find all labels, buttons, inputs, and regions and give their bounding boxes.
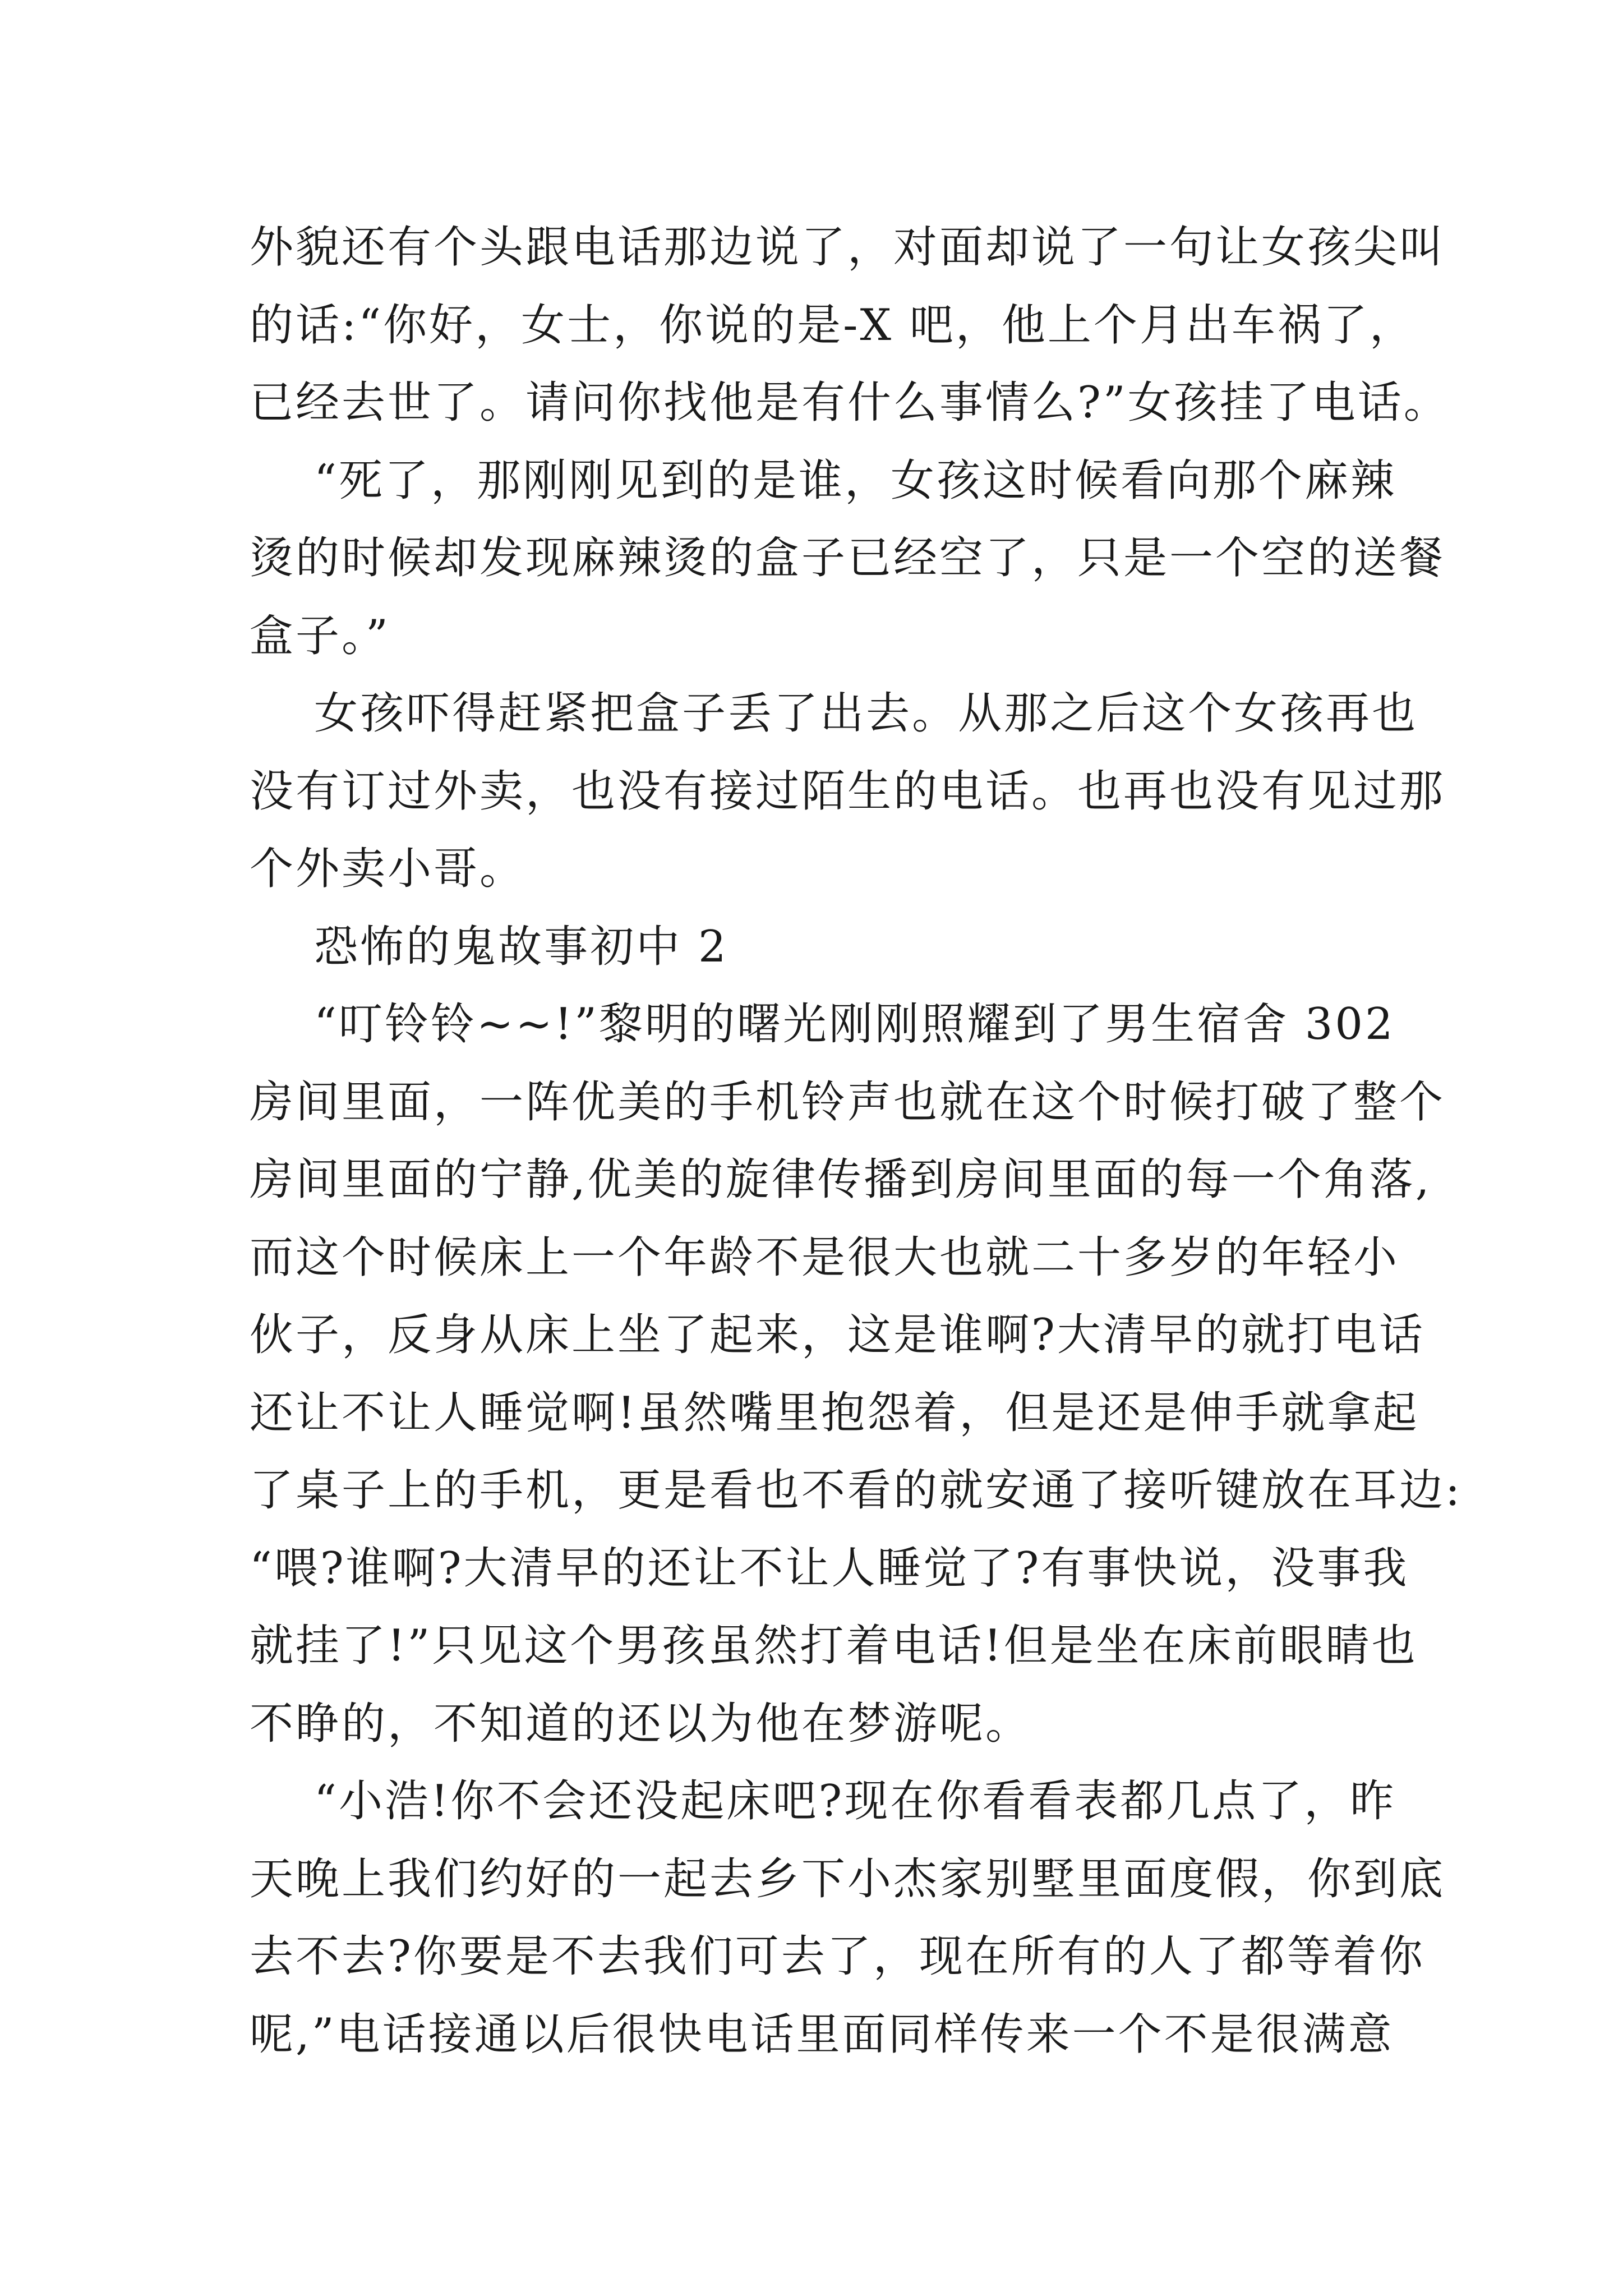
text-line: 房间里面的宁静,优美的旋律传播到房间里面的每一个角落, — [250, 1154, 1432, 1205]
text-line: 盒子。” — [250, 610, 390, 661]
text-line: 天晚上我们约好的一起去乡下小杰家别墅里面度假，你到底 — [250, 1853, 1446, 1904]
text-line: 呢,”电话接通以后很快电话里面同样传来一个不是很满意 — [250, 2009, 1394, 2060]
text-line: “叮铃铃~~!”黎明的曙光刚刚照耀到了男生宿舍 302 — [250, 999, 1395, 1050]
text-line: 外貌还有个头跟电话那边说了，对面却说了一句让女孩尖叫 — [250, 222, 1446, 273]
text-line: 就挂了!”只见这个男孩虽然打着电话!但是坐在床前眼睛也 — [250, 1621, 1418, 1671]
text-line: “小浩!你不会还没起床吧?现在你看看表都几点了，昨 — [250, 1776, 1396, 1826]
section-heading: 恐怖的鬼故事初中 2 — [250, 921, 728, 972]
text-line: 去不去?你要是不去我们可去了，现在所有的人了都等着你 — [250, 1931, 1425, 1982]
text-line: 个外卖小哥。 — [250, 844, 526, 894]
text-line: 了桌子上的手机，更是看也不看的就安通了接听键放在耳边: — [250, 1465, 1463, 1516]
text-line: 伙子，反身从床上坐了起来，这是谁啊?大清早的就打电话 — [250, 1310, 1425, 1360]
text-line: “死了，那刚刚见到的是谁，女孩这时候看向那个麻辣 — [250, 455, 1397, 506]
text-line: 已经去世了。请问你找他是有什么事情么?”女孩挂了电话。 — [250, 378, 1450, 428]
text-line: 女孩吓得赶紧把盒子丢了出去。从那之后这个女孩再也 — [250, 688, 1418, 739]
document-body — [250, 209, 1463, 2073]
text-line: “喂?谁啊?大清早的还让不让人睡觉了?有事快说，没事我 — [250, 1543, 1409, 1594]
text-line: 而这个时候床上一个年龄不是很大也就二十多岁的年轻小 — [250, 1232, 1400, 1283]
text-line: 没有订过外卖，也没有接过陌生的电话。也再也没有见过那 — [250, 766, 1446, 817]
text-line: 不睁的，不知道的还以为他在梦游呢。 — [250, 1698, 1032, 1749]
text-line: 烫的时候却发现麻辣烫的盒子已经空了，只是一个空的送餐 — [250, 533, 1446, 583]
text-line: 房间里面，一阵优美的手机铃声也就在这个时候打破了整个 — [250, 1076, 1446, 1128]
text-line: 还让不让人睡觉啊!虽然嘴里抱怨着，但是还是伸手就拿起 — [250, 1387, 1419, 1438]
text-line: 的话:“你好，女士，你说的是-X 吧，他上个月出车祸了， — [250, 300, 1415, 351]
